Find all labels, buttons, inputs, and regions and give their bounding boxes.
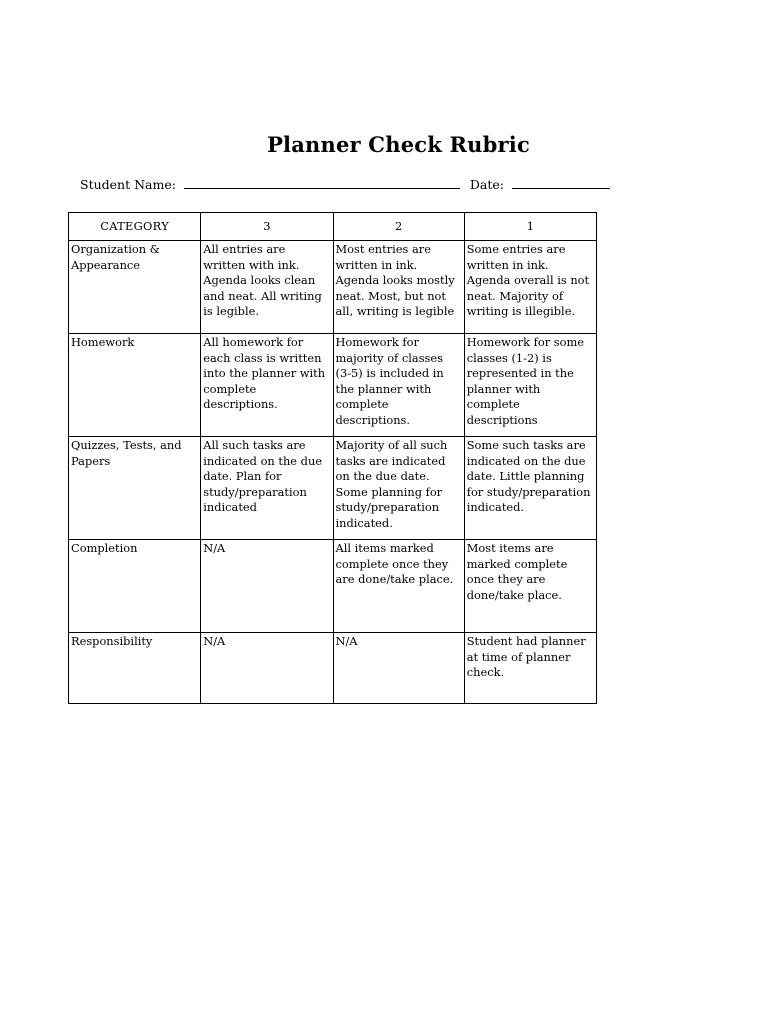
column-header-score-2: 2 [333,213,464,241]
score-2-cell: Majority of all such tasks are indicated on the due date. Some planning for study/preparation indicated. [333,437,464,540]
date-label: Date: [469,177,505,192]
column-header-score-1: 1 [464,213,596,241]
student-name-blank [184,176,460,189]
score-2-cell: Most entries are written in ink. Agenda looks mostly neat. Most, but not all, writing is legible [333,241,464,334]
score-1-cell: Some entries are written in ink. Agenda overall is not neat. Majority of writing is illegible. [464,241,596,334]
student-info-line [80,176,610,192]
score-3-cell: All homework for each class is written into the planner with complete descriptions. [201,334,333,437]
table-row [69,540,597,633]
column-header-score-3: 3 [201,213,333,241]
table-row [69,437,597,540]
score-2-cell: Homework for majority of classes (3-5) is included in the planner with complete descriptions. [333,334,464,437]
page-title: Planner Check Rubric [267,132,530,157]
score-3-cell: N/A [201,633,333,704]
score-3-cell: All entries are written with ink. Agenda looks clean and neat. All writing is legible. [201,241,333,334]
student-name-label: Student Name: [80,177,176,192]
table-row [69,334,597,437]
table-row [69,633,597,704]
category-cell: Homework [69,334,201,437]
category-cell: Completion [69,540,201,633]
score-1-cell: Homework for some classes (1-2) is represented in the planner with complete descriptions [464,334,596,437]
header-row [69,213,597,241]
rubric-table [68,212,597,704]
score-3-cell: All such tasks are indicated on the due date. Plan for study/preparation indicated [201,437,333,540]
column-header-category: CATEGORY [69,213,201,241]
score-1-cell: Student had planner at time of planner check. [464,633,596,704]
category-cell: Quizzes, Tests, and Papers [69,437,201,540]
table-row [69,241,597,334]
score-2-cell: N/A [333,633,464,704]
date-blank [512,176,610,189]
category-cell: Responsibility [69,633,201,704]
score-2-cell: All items marked complete once they are done/take place. [333,540,464,633]
score-1-cell: Some such tasks are indicated on the due date. Little planning for study/preparation indicated. [464,437,596,540]
category-cell: Organization & Appearance [69,241,201,334]
score-3-cell: N/A [201,540,333,633]
score-1-cell: Most items are marked complete once they are done/take place. [464,540,596,633]
